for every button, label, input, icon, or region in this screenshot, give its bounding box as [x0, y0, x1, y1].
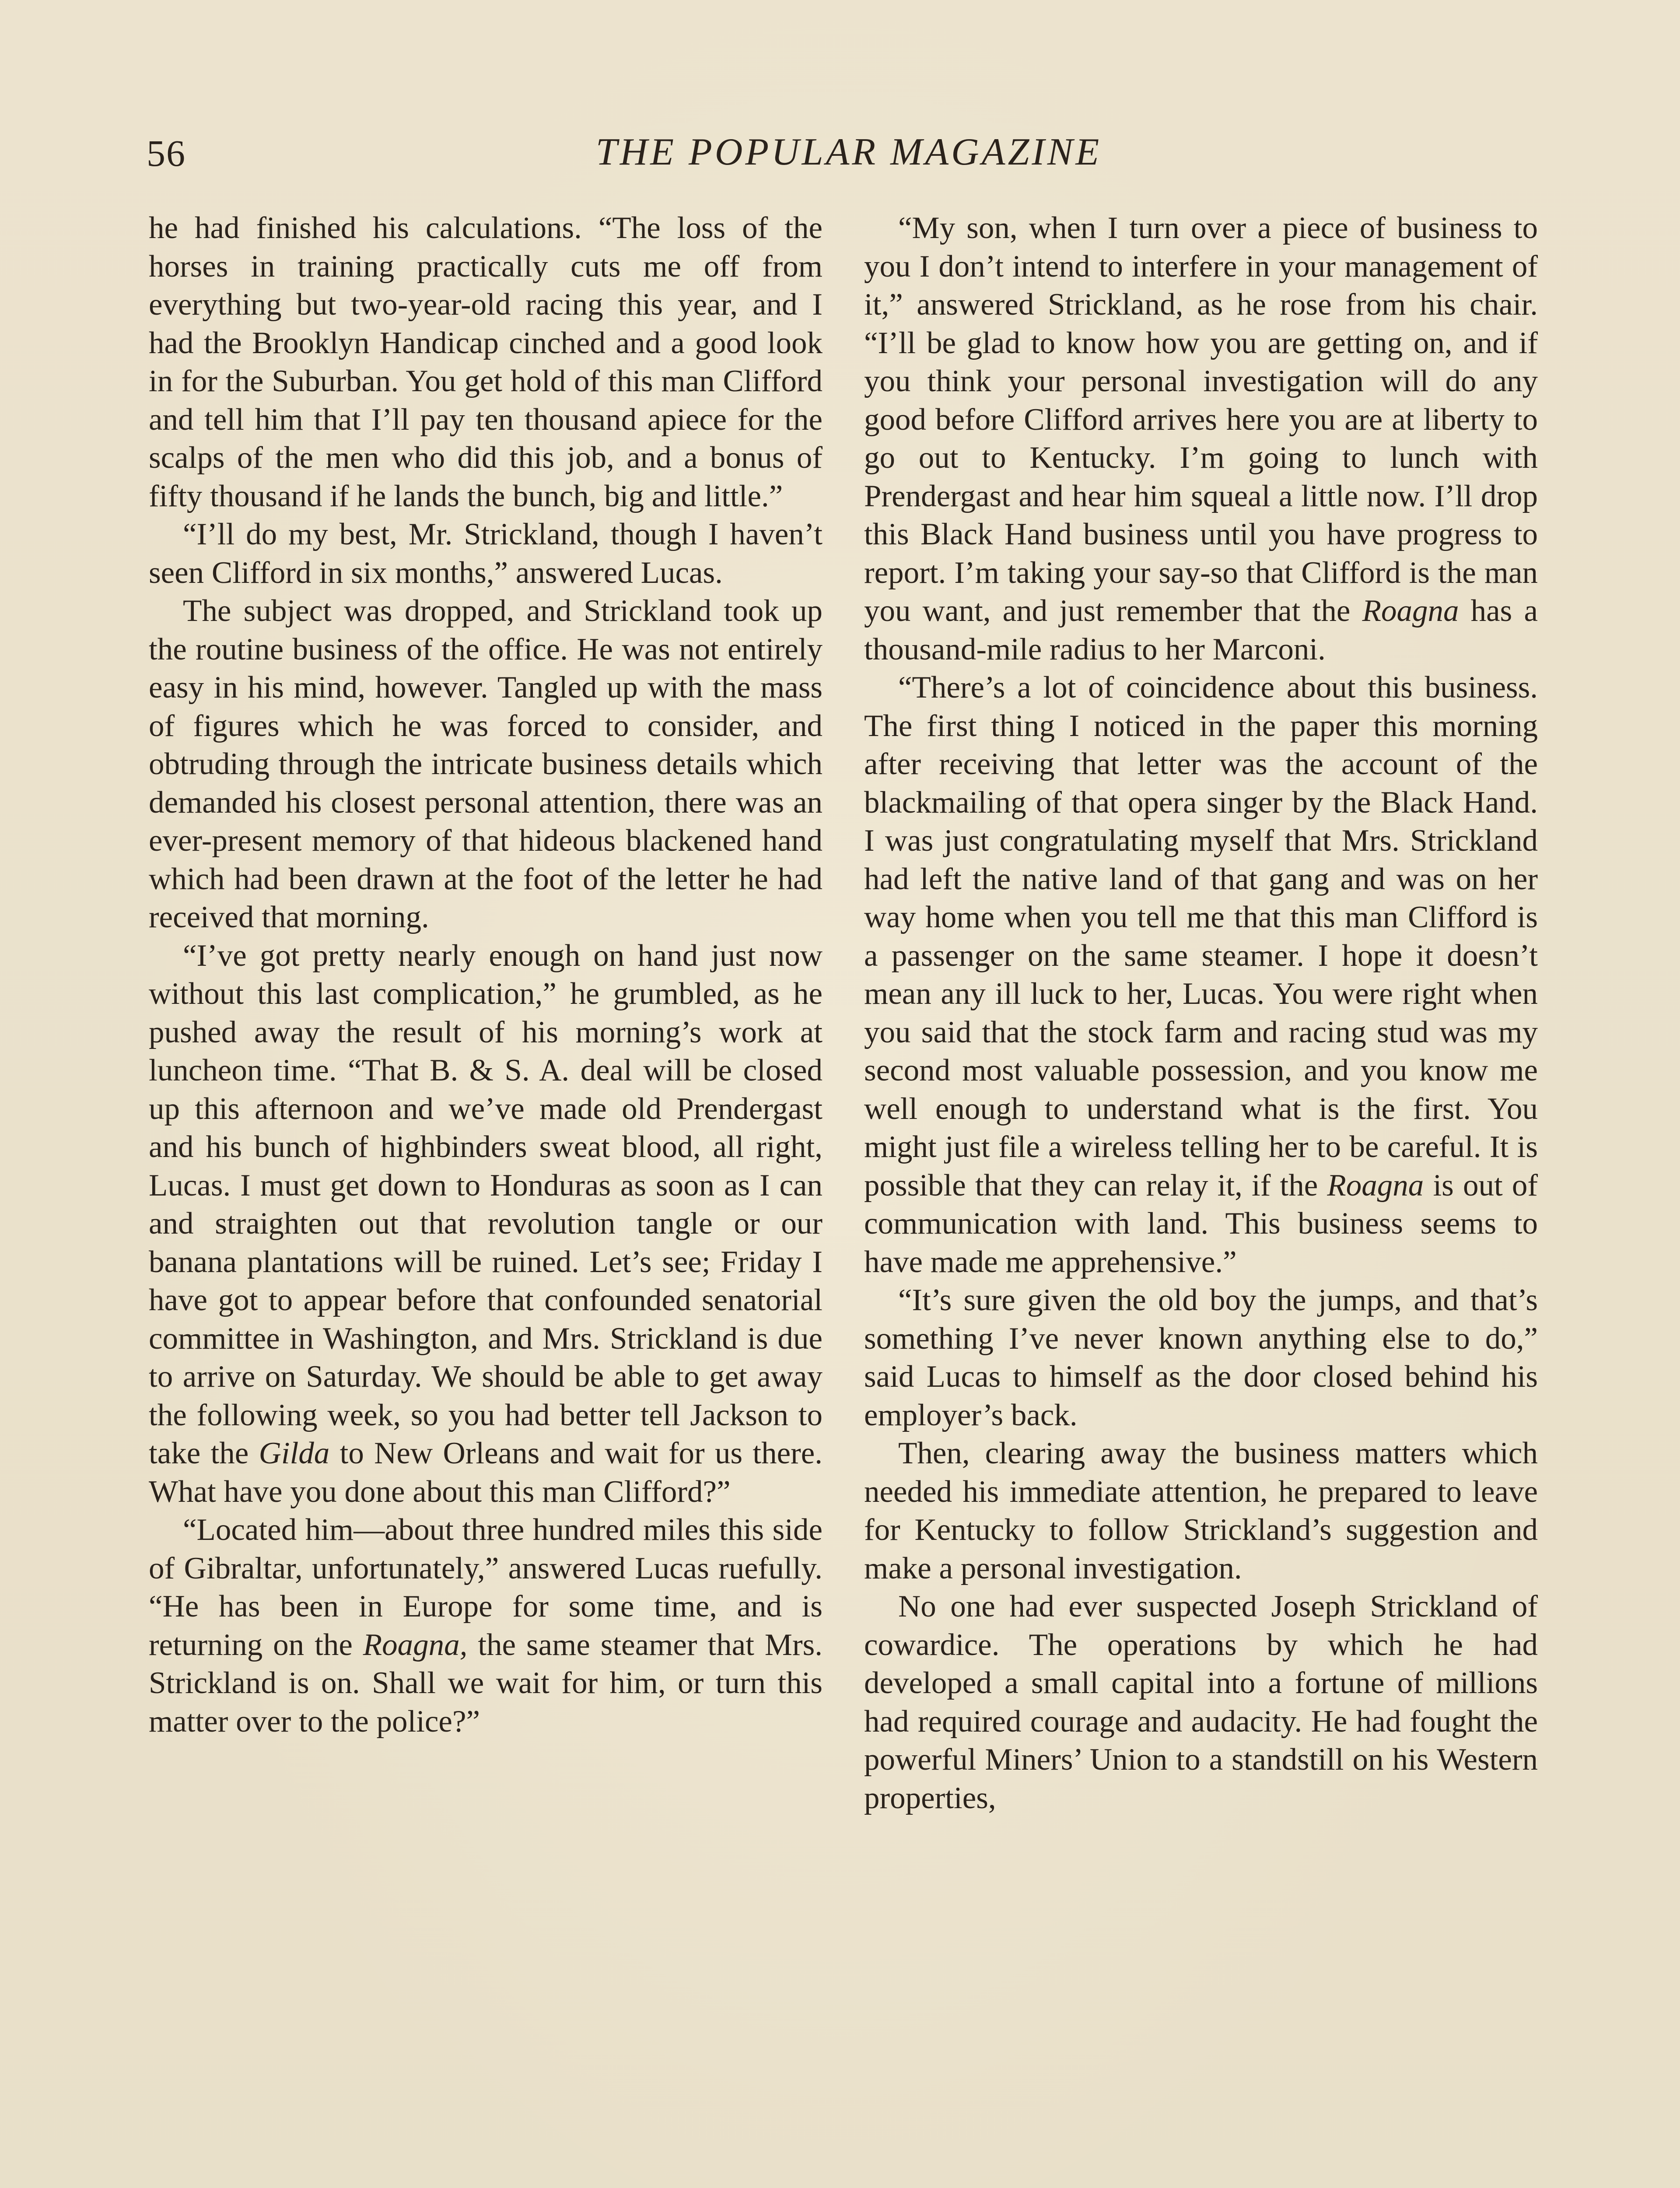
text-run: the same steamer that Mrs. Strickland is on. Shall we wait for him, or turn this matter over to the police?”	[149, 1627, 822, 1739]
ship-name: Gilda	[259, 1436, 330, 1470]
paragraph	[864, 669, 1538, 1281]
paragraph: he had finished his calculations. “The loss of the horses in training practically cuts me off from everything but two-year-old racing this year, and I had the Brooklyn Handicap cinched and a good look in for the Suburban. You get hold of this man Clifford and tell him that I’ll pay ten thousand apiece for the scalps of the men who did this job, and a bonus of fifty thousand if he lands the bunch, big and little.”	[149, 211, 822, 513]
paragraph: Then, clearing away the business matters which needed his immediate attention, he prepared to leave for Kentucky to follow Strickland’s suggestion and make a personal investigation.	[864, 1436, 1538, 1585]
ship-name: Roagna	[1327, 1168, 1424, 1203]
right-column	[864, 209, 1538, 1817]
page-number: 56	[147, 132, 186, 174]
text-run: “Located him—about three hundred miles this side of Gibraltar, unfortunately,” answered Lucas ruefully. “He has been in Europe for some time, and is returning on the	[149, 1513, 822, 1662]
running-head: THE POPULAR MAGAZINE	[595, 131, 1102, 173]
ship-name: Roagna	[1362, 594, 1459, 628]
text-run: is out of communication with land. This business seems to have made me apprehensive.”	[864, 1168, 1538, 1279]
text-run: has a thousand-mile radius to her Marconi.	[864, 594, 1538, 666]
text-run: to New Orleans and wait for us there. What have you done about this man Clifford?”	[149, 1436, 823, 1509]
text-run: “I’ve got pretty nearly enough on hand just now without this last complication,” he grumbled, as he pushed away the result of his morning’s work at luncheon time. “That B. & S. A. deal will be closed up this afternoon and we’ve made old Prendergast and his bunch of highbinders sweat blood, all right, Lucas. I must get down to Honduras as soon as I can and straighten out that revolution tangle or our banana plantations will be ruined. Let’s see; Friday I have got to appear before that confounded senatorial committee in Washington, and Mrs. Strickland is due to arrive on Saturday. We should be able to get away the following week, so you had better tell Jackson to take the	[149, 938, 822, 1470]
paragraph: The subject was dropped, and Strickland took up the routine business of the office. He was not entirely easy in his mind, however. Tangled up with the mass of figures which he was forced to consider, and obtruding through the intricate business details which demanded his closest personal attention, there was an ever-present memory of that hideous blackened hand which had been drawn at the foot of the letter he had received that morning.	[149, 594, 822, 934]
paragraph	[864, 209, 1538, 669]
paragraph: “I’ll do my best, Mr. Strickland, though I haven’t seen Clifford in six months,” answered Lucas.	[149, 517, 822, 590]
ship-name: Roagna,	[363, 1627, 468, 1662]
paragraph: No one had ever suspected Joseph Strickland of cowardice. The operations by which he had developed a small capital into a fortune of millions had required courage and audacity. He had fought the powerful Miners’ Union to a standstill on his Western properties,	[864, 1589, 1538, 1815]
paragraph	[149, 1511, 822, 1741]
text-run: “There’s a lot of coincidence about this business. The first thing I noticed in the paper this morning after receiving that letter was the account of the blackmailing of that opera singer by the Black Hand. I was just congratulating myself that Mrs. Strickland had left the native land of that gang and was on her way home when you tell me that this man Clifford is a passenger on the same steamer. I hope it doesn’t mean any ill luck to her, Lucas. You were right when you said that the stock farm and racing stud was my second most valuable possession, and you know me well enough to understand what is the first. You might just file a wireless telling her to be careful. It is possible that they can relay it, if the	[864, 670, 1538, 1203]
paragraph	[149, 937, 822, 1511]
left-column	[149, 209, 822, 1741]
text-run: “My son, when I turn over a piece of business to you I don’t intend to interfere in your management of it,” answered Strickland, as he rose from his chair. “I’ll be glad to know how you are getting on, and if you think your personal investigation will do any good before Clifford arrives here you are at liberty to go out to Kentucky. I’m going to lunch with Prendergast and hear him squeal a little now. I’ll drop this Black Hand business until you have progress to report. I’m taking your say-so that Clifford is the man you want, and just remember that the	[864, 211, 1538, 628]
paragraph: “It’s sure given the old boy the jumps, and that’s something I’ve never known anything else to do,” said Lucas to himself as the door closed behind his employer’s back.	[864, 1283, 1538, 1432]
